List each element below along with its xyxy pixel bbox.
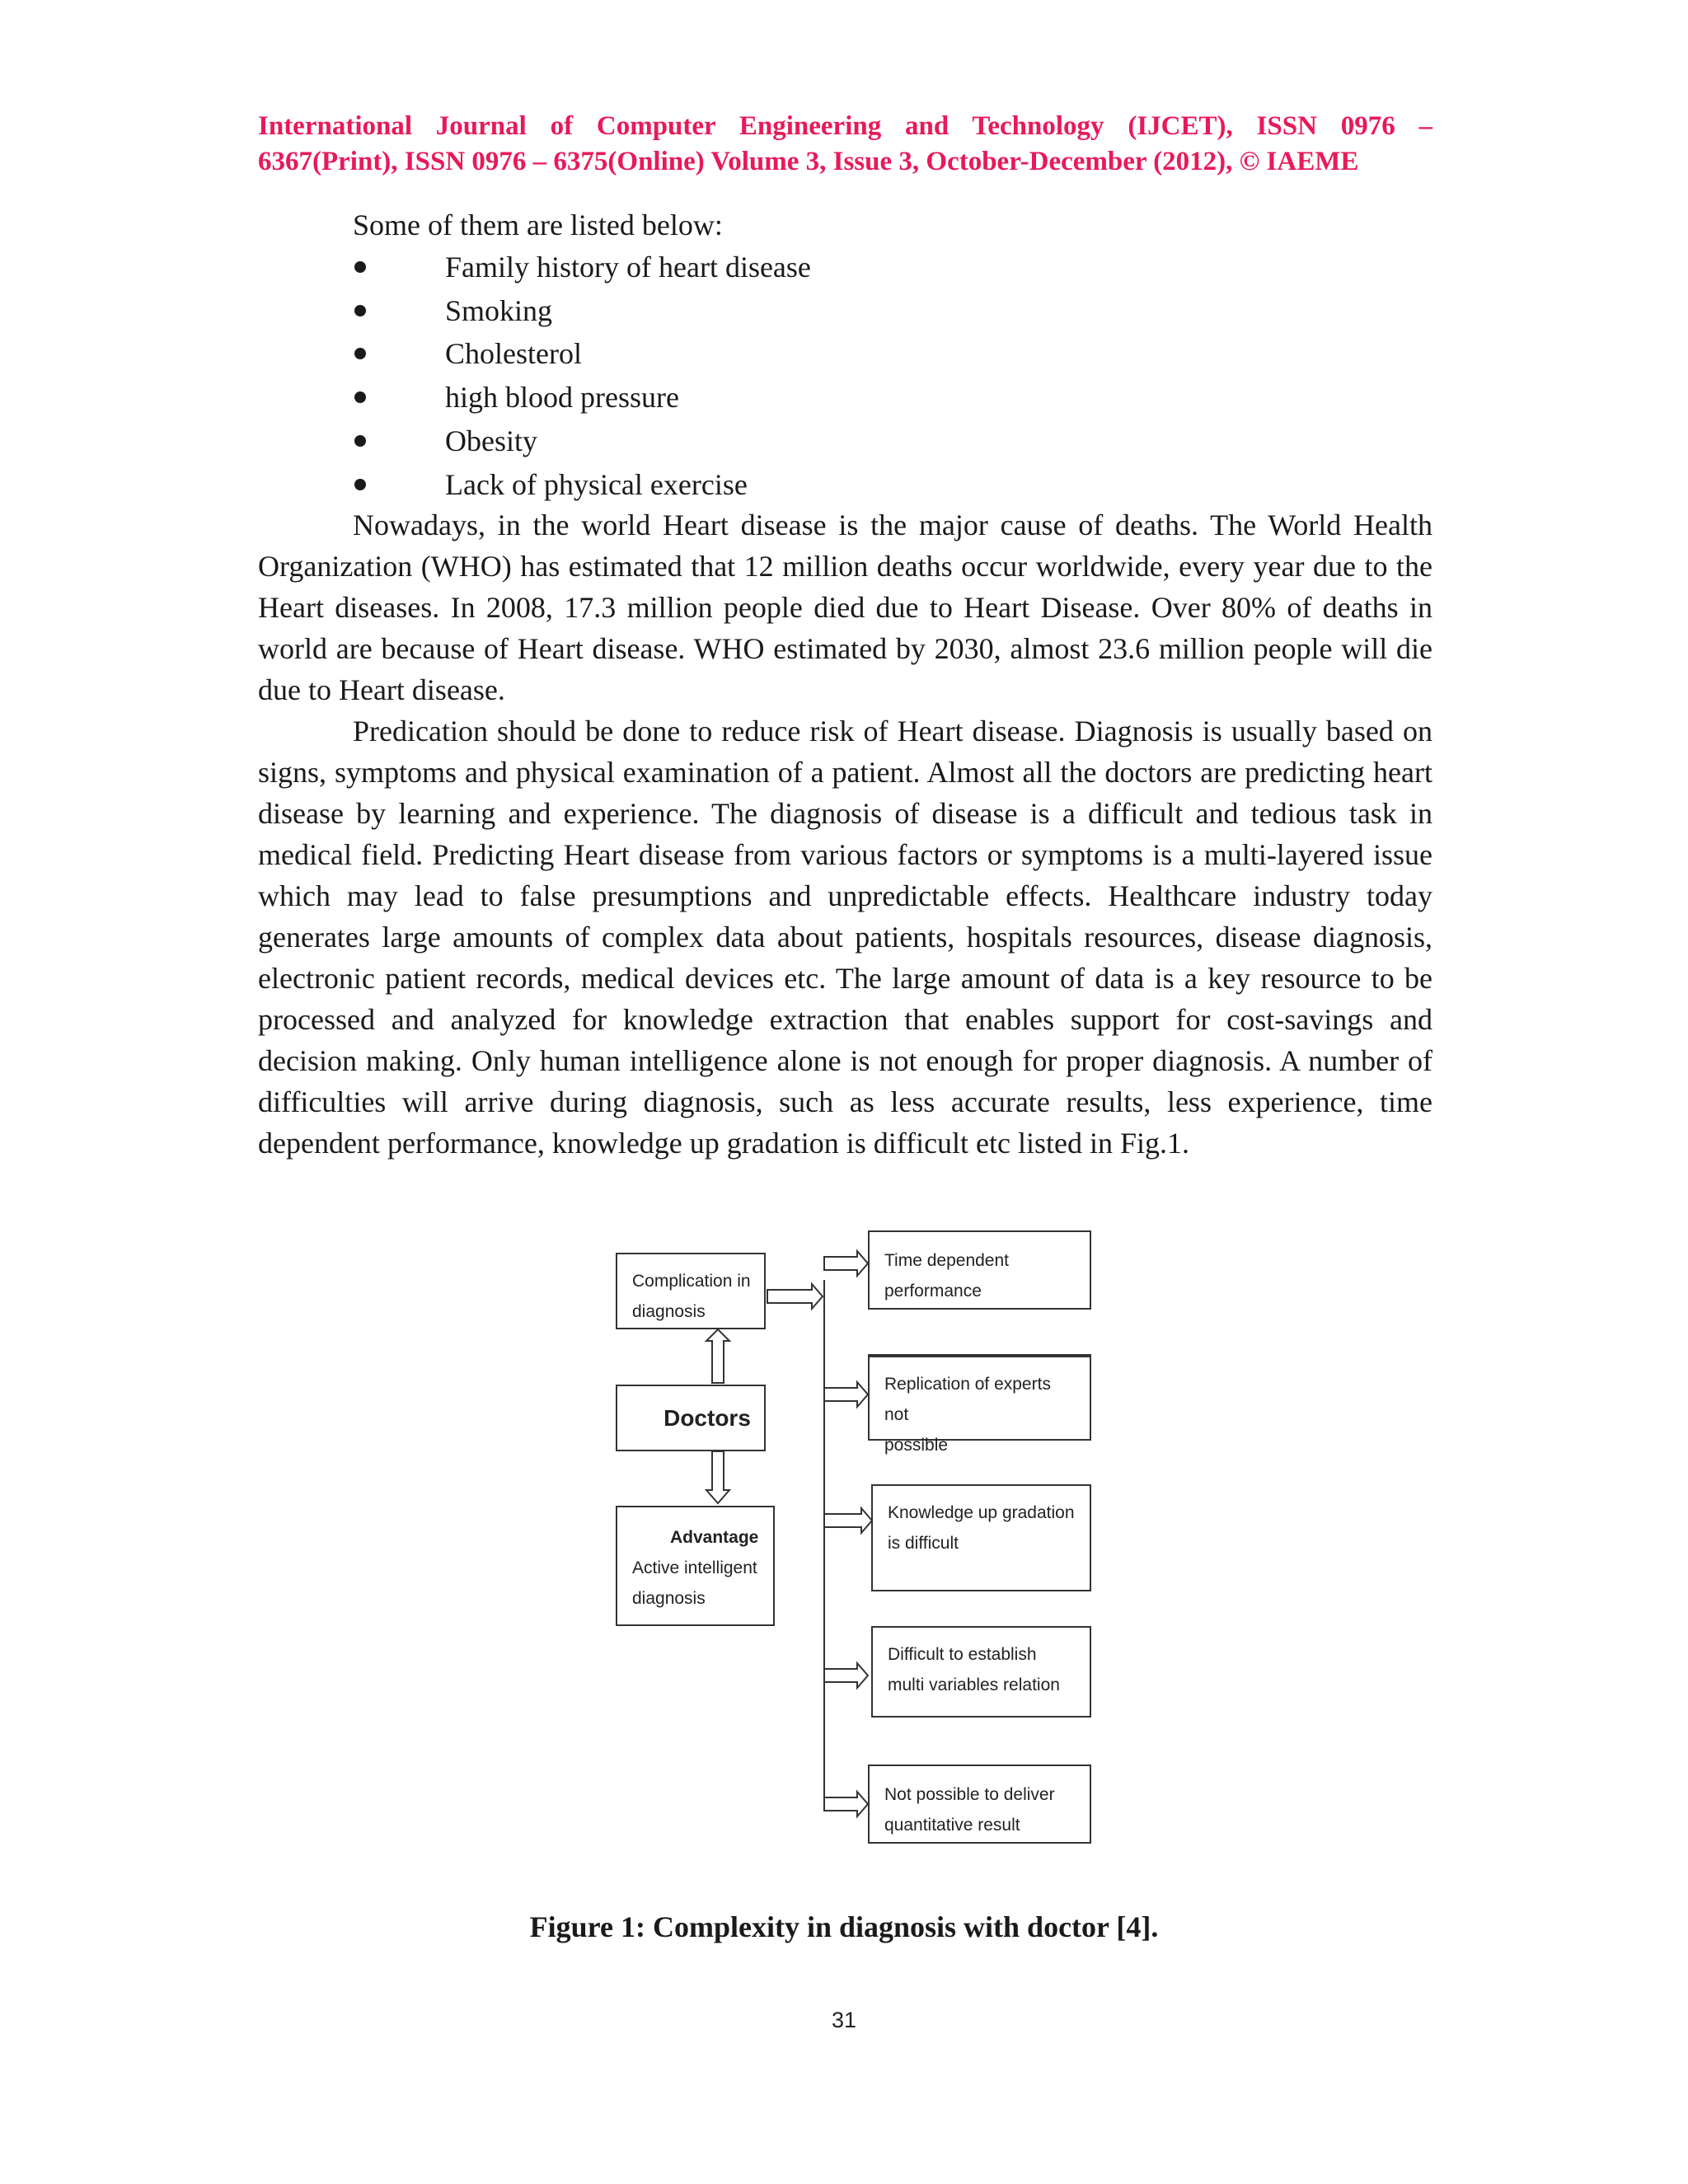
list-item: [353, 332, 811, 376]
complication-line-2: diagnosis: [632, 1302, 706, 1321]
complication-arrow: [767, 1284, 823, 1309]
issue-box-knowledge: [871, 1484, 1091, 1591]
doctors-to-complication-arrow: [706, 1329, 729, 1383]
list-item: [353, 289, 811, 333]
branch-arrow-1: [824, 1251, 868, 1276]
journal-header-line-2: 6367(Print), ISSN 0976 – 6375(Online) Volume 3, Issue 3, October-December (2012), © IAEME: [258, 147, 1359, 176]
issue-box-quantitative: [868, 1765, 1091, 1844]
advantage-heading: Advantage: [670, 1528, 759, 1547]
issue-line: is difficult: [888, 1534, 959, 1553]
issue-box-multivariable: [871, 1626, 1091, 1718]
list-item-text: Family history of heart disease: [445, 251, 811, 284]
journal-header: [258, 109, 1432, 180]
list-item-text: Obesity: [445, 424, 537, 457]
branch-arrow-4: [824, 1663, 868, 1688]
advantage-box: [616, 1506, 775, 1626]
page-number: 31: [831, 2008, 857, 2032]
risk-factor-list: [353, 246, 811, 506]
issue-line: Replication of experts not: [884, 1375, 1051, 1424]
issue-line: Not possible to deliver: [884, 1785, 1055, 1804]
advantage-line-3: diagnosis: [632, 1589, 706, 1608]
body-paragraph-2: Predication should be done to reduce risk of Heart disease. Diagnosis is usually based on signs, symptoms and physical examination of a patient. Almost all the doctors are predicting heart disease by learning and experience. The diagnosis of disease is a difficult and tedious task in medical field. Predicting Heart disease from various factors or symptoms is a multi-layered issue which may lead to false presumptions and unpredictable effects. Healthcare industry today generates large amounts of complex data about patients, hospitals resources, disease diagnosis, electronic patient records, medical devices etc. The large amount of data is a key resource to be processed and analyzed for knowledge extraction that enables support for cost-savings and decision making. Only human intelligence alone is not enough for proper diagnosis. A number of difficulties will arrive during diagnosis, such as less accurate results, less experience, time dependent performance, knowledge up gradation is difficult etc listed in Fig.1.: [258, 715, 1432, 1160]
list-intro: Some of them are listed below:: [353, 209, 723, 241]
issue-line: possible: [884, 1436, 949, 1455]
issue-box-replication: [868, 1354, 1091, 1455]
issue-line: multi variables relation: [888, 1675, 1060, 1694]
list-item-text: Cholesterol: [445, 337, 582, 371]
issue-line: quantitative result: [884, 1816, 1020, 1835]
doctors-box: [616, 1385, 766, 1451]
issue-box-time-dependent: [868, 1230, 1091, 1310]
issue-line: Time dependent: [884, 1251, 1009, 1270]
list-item: [353, 376, 811, 419]
branch-arrow-3: [824, 1508, 872, 1533]
body-paragraph-1: Nowadays, in the world Heart disease is the major cause of deaths. The World Health Organization (WHO) has estimated that 12 million deaths occur worldwide, every year due to the Heart diseases. In 2008, 17.3 million people died due to Heart Disease. Over 80% of deaths in world are because of Heart disease. WHO estimated by 2030, almost 23.6 million people will die due to Heart disease.: [258, 509, 1432, 706]
issue-line: Difficult to establish: [888, 1645, 1037, 1664]
list-item-text: Lack of physical exercise: [445, 467, 748, 501]
bullet-icon: [354, 479, 366, 490]
bullet-icon: [354, 261, 366, 273]
branch-arrow-2: [824, 1382, 868, 1407]
issue-line: Knowledge up gradation: [888, 1503, 1075, 1522]
list-item-text: Smoking: [445, 293, 553, 327]
list-item: [353, 419, 811, 463]
bullet-icon: [354, 348, 366, 359]
advantage-line-2: Active intelligent: [632, 1558, 757, 1577]
list-item: [353, 246, 811, 289]
list-item-text: high blood pressure: [445, 381, 679, 415]
journal-header-line-1: International Journal of Computer Engineering and Technology (IJCET), ISSN 0976 –: [258, 111, 1432, 141]
doctors-to-advantage-arrow: [706, 1451, 729, 1503]
list-item: [353, 463, 811, 507]
doctors-label: Doctors: [663, 1405, 751, 1431]
complication-box: [616, 1253, 766, 1329]
bullet-icon: [354, 435, 366, 447]
bullet-icon: [354, 305, 366, 316]
bullet-icon: [354, 391, 366, 403]
issue-line: performance: [884, 1282, 982, 1301]
figure-caption: Figure 1: Complexity in diagnosis with doctor [4].: [529, 1910, 1159, 1943]
complication-line-1: Complication in: [632, 1272, 751, 1291]
branch-arrow-5: [824, 1792, 868, 1816]
